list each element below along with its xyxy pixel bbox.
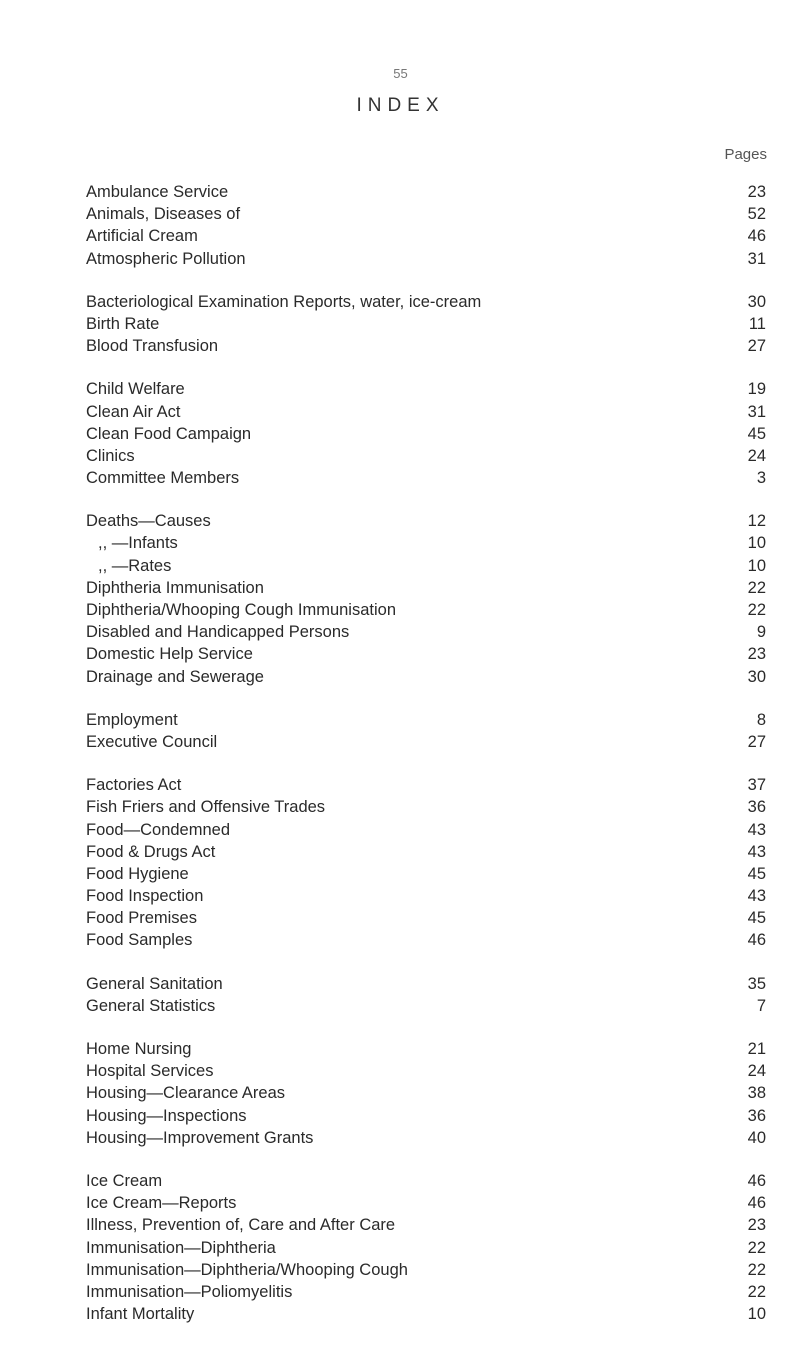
index-page-number: 40 xyxy=(722,1127,766,1149)
index-page-number: 35 xyxy=(722,973,766,995)
index-term: Factories Act xyxy=(86,774,187,796)
index-page-number: 36 xyxy=(722,796,766,818)
index-page-number: 46 xyxy=(722,1170,766,1192)
index-entry xyxy=(86,709,766,731)
index-page-number: 30 xyxy=(722,666,766,688)
index-term: Employment xyxy=(86,709,184,731)
index-page-number: 22 xyxy=(722,1237,766,1259)
index-entry xyxy=(86,577,766,599)
index-term: Food Inspection xyxy=(86,885,209,907)
index-term: Food Premises xyxy=(86,907,203,929)
index-entry xyxy=(86,774,766,796)
index-page-number: 37 xyxy=(722,774,766,796)
index-term: Ice Cream—Reports xyxy=(86,1192,242,1214)
index-page-number: 22 xyxy=(722,1259,766,1281)
index-term: Birth Rate xyxy=(86,313,165,335)
index-page-number: 36 xyxy=(722,1105,766,1127)
index-term: Diphtheria Immunisation xyxy=(86,577,270,599)
index-entry xyxy=(86,1127,766,1149)
index-list xyxy=(86,181,766,1346)
index-entry xyxy=(86,1281,766,1303)
index-term: Ambulance Service xyxy=(86,181,234,203)
pages-column-header: Pages xyxy=(724,146,767,163)
index-page-number: 31 xyxy=(722,248,766,270)
index-term: Immunisation—Diphtheria xyxy=(86,1237,282,1259)
index-entry xyxy=(86,181,766,203)
index-entry xyxy=(86,666,766,688)
index-page-number: 24 xyxy=(722,1060,766,1082)
index-page-number: 22 xyxy=(722,599,766,621)
index-entry xyxy=(86,1214,766,1236)
index-page-number: 8 xyxy=(722,709,766,731)
index-term: Immunisation—Poliomyelitis xyxy=(86,1281,298,1303)
index-page-number: 30 xyxy=(722,291,766,313)
index-entry xyxy=(86,1170,766,1192)
index-term: Executive Council xyxy=(86,731,223,753)
index-page-number: 23 xyxy=(722,1214,766,1236)
index-entry xyxy=(86,510,766,532)
index-page-number: 22 xyxy=(722,577,766,599)
index-term: Hospital Services xyxy=(86,1060,219,1082)
index-page-number: 10 xyxy=(722,555,766,577)
index-page-number: 10 xyxy=(722,1303,766,1325)
index-term: ,, —Infants xyxy=(98,532,184,554)
index-page-number: 24 xyxy=(722,445,766,467)
index-term: Clean Air Act xyxy=(86,401,186,423)
index-group xyxy=(86,1038,766,1149)
index-term: Domestic Help Service xyxy=(86,643,259,665)
index-term: Diphtheria/Whooping Cough Immunisation xyxy=(86,599,402,621)
index-page-number: 11 xyxy=(722,313,766,335)
index-page-number: 22 xyxy=(722,1281,766,1303)
index-entry xyxy=(86,995,766,1017)
index-entry xyxy=(86,467,766,489)
index-entry xyxy=(86,291,766,313)
index-term: Food—Condemned xyxy=(86,819,236,841)
index-page-number: 23 xyxy=(722,181,766,203)
index-page-number: 38 xyxy=(722,1082,766,1104)
page-title: INDEX xyxy=(356,95,445,116)
index-page-number: 23 xyxy=(722,643,766,665)
index-term: Bacteriological Examination Reports, water, ice-cream xyxy=(86,291,487,313)
index-group xyxy=(86,973,766,1017)
index-group xyxy=(86,1170,766,1325)
index-term: Food & Drugs Act xyxy=(86,841,221,863)
index-entry xyxy=(86,203,766,225)
index-entry xyxy=(86,1060,766,1082)
index-term: Housing—Clearance Areas xyxy=(86,1082,291,1104)
index-entry xyxy=(86,599,766,621)
index-group xyxy=(86,510,766,688)
index-term: Artificial Cream xyxy=(86,225,204,247)
index-entry xyxy=(86,1237,766,1259)
index-entry xyxy=(86,863,766,885)
index-entry xyxy=(86,621,766,643)
index-entry xyxy=(86,401,766,423)
index-term: Food Hygiene xyxy=(86,863,195,885)
index-entry xyxy=(86,929,766,951)
index-page-number: 43 xyxy=(722,885,766,907)
page-number: 55 xyxy=(393,66,408,81)
index-entry xyxy=(86,731,766,753)
index-entry xyxy=(86,555,766,577)
index-entry xyxy=(86,841,766,863)
index-term: Illness, Prevention of, Care and After Care xyxy=(86,1214,401,1236)
index-page-number: 46 xyxy=(722,929,766,951)
index-entry xyxy=(86,973,766,995)
index-term: Committee Members xyxy=(86,467,245,489)
index-term: Food Samples xyxy=(86,929,198,951)
index-entry xyxy=(86,335,766,357)
index-group xyxy=(86,291,766,358)
index-entry xyxy=(86,1259,766,1281)
index-term: Clean Food Campaign xyxy=(86,423,257,445)
index-entry xyxy=(86,313,766,335)
index-term: Animals, Diseases of xyxy=(86,203,246,225)
index-group xyxy=(86,181,766,270)
index-page-number: 19 xyxy=(722,378,766,400)
index-entry xyxy=(86,1105,766,1127)
index-entry xyxy=(86,796,766,818)
index-page-number: 45 xyxy=(722,907,766,929)
index-page-number: 9 xyxy=(722,621,766,643)
index-term: Blood Transfusion xyxy=(86,335,224,357)
index-page-number: 31 xyxy=(722,401,766,423)
index-term: Clinics xyxy=(86,445,141,467)
index-entry xyxy=(86,885,766,907)
index-term: Child Welfare xyxy=(86,378,191,400)
index-page-number: 27 xyxy=(722,335,766,357)
index-entry xyxy=(86,1192,766,1214)
index-page-number: 21 xyxy=(722,1038,766,1060)
index-group xyxy=(86,774,766,952)
index-term: Home Nursing xyxy=(86,1038,197,1060)
index-entry xyxy=(86,423,766,445)
index-page-number: 3 xyxy=(722,467,766,489)
index-term: Immunisation—Diphtheria/Whooping Cough xyxy=(86,1259,414,1281)
index-entry xyxy=(86,378,766,400)
index-term: Ice Cream xyxy=(86,1170,168,1192)
index-group xyxy=(86,709,766,753)
index-entry xyxy=(86,532,766,554)
index-group xyxy=(86,378,766,489)
index-entry xyxy=(86,445,766,467)
index-page-number: 46 xyxy=(722,225,766,247)
index-page-number: 10 xyxy=(722,532,766,554)
index-page-number: 43 xyxy=(722,841,766,863)
index-entry xyxy=(86,225,766,247)
index-page-number: 46 xyxy=(722,1192,766,1214)
index-page-number: 52 xyxy=(722,203,766,225)
index-page-number: 45 xyxy=(722,863,766,885)
index-entry xyxy=(86,819,766,841)
index-term: Deaths—Causes xyxy=(86,510,217,532)
index-entry xyxy=(86,1082,766,1104)
index-page-number: 45 xyxy=(722,423,766,445)
index-term: General Sanitation xyxy=(86,973,229,995)
index-term: Housing—Improvement Grants xyxy=(86,1127,319,1149)
index-term: Disabled and Handicapped Persons xyxy=(86,621,355,643)
index-entry xyxy=(86,248,766,270)
index-term: Infant Mortality xyxy=(86,1303,200,1325)
index-term: ,, —Rates xyxy=(98,555,177,577)
index-entry xyxy=(86,907,766,929)
index-page-number: 27 xyxy=(722,731,766,753)
index-term: General Statistics xyxy=(86,995,221,1017)
index-term: Atmospheric Pollution xyxy=(86,248,252,270)
index-entry xyxy=(86,643,766,665)
index-term: Drainage and Sewerage xyxy=(86,666,270,688)
index-entry xyxy=(86,1038,766,1060)
index-page-number: 7 xyxy=(722,995,766,1017)
index-entry xyxy=(86,1303,766,1325)
index-page-number: 43 xyxy=(722,819,766,841)
index-page-number: 12 xyxy=(722,510,766,532)
index-term: Housing—Inspections xyxy=(86,1105,253,1127)
index-term: Fish Friers and Offensive Trades xyxy=(86,796,331,818)
